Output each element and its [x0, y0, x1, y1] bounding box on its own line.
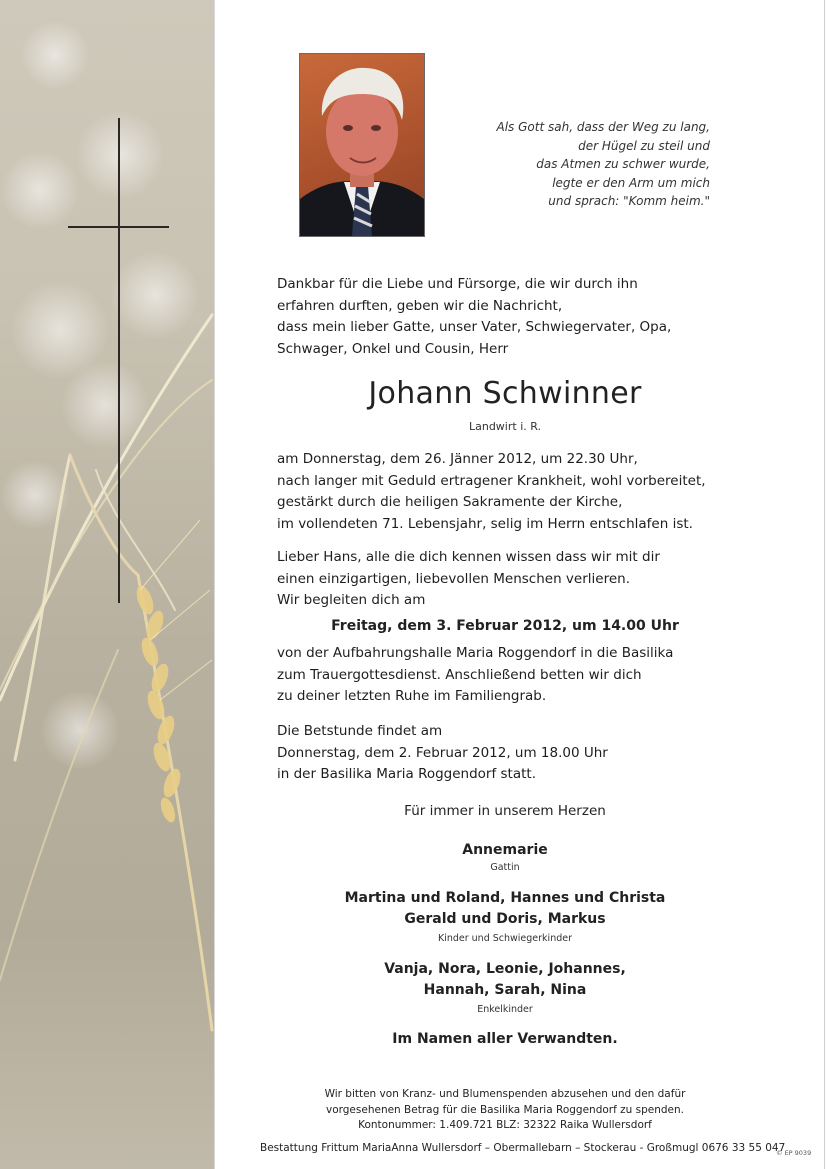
farewell-line: Lieber Hans, alle die dich kennen wissen dass wir mit dir	[277, 549, 660, 565]
relatives-line: Im Namen aller Verwandten.	[392, 1031, 618, 1047]
portrait-photo	[299, 53, 425, 237]
page-divider	[214, 0, 215, 1169]
funeral-date: Freitag, dem 3. Februar 2012, um 14.00 Uhr	[331, 618, 679, 634]
prayer-line: Die Betstunde findet am	[277, 723, 443, 739]
death-notice-line: gestärkt durch die heiligen Sakramente der Kirche,	[277, 494, 623, 510]
funeral-details	[277, 643, 673, 708]
farewell-line: Wir begleiten dich am	[277, 592, 426, 608]
wheat-ear-decoration	[0, 0, 214, 1169]
poem-line: legte er den Arm um mich	[552, 175, 710, 190]
donation-line: Kontonummer: 1.409.721 BLZ: 32322 Raika Wullersdorf	[358, 1119, 652, 1131]
farewell-line: einen einzigartigen, liebevollen Menschen verlieren.	[277, 570, 630, 587]
spouse-role: Gattin	[490, 862, 520, 873]
portrait-icon	[300, 54, 424, 236]
intro-text	[277, 274, 671, 360]
children-line-1: Martina und Roland, Hannes und Christa	[344, 890, 666, 906]
deceased-title: Landwirt i. R.	[468, 420, 541, 433]
spouse-name: Annemarie	[462, 842, 548, 858]
death-notice-line: am Donnerstag, dem 26. Jänner 2012, um 22.30 Uhr,	[277, 451, 638, 467]
funeral-details-line: zum Trauergottesdienst. Anschließend betten wir dich	[277, 666, 642, 683]
death-notice	[277, 449, 706, 535]
page-right-edge	[824, 0, 825, 1169]
death-notice-line: nach langer mit Geduld ertragener Krankheit, wohl vorbereitet,	[277, 472, 706, 489]
donation-line: Wir bitten von Kranz- und Blumenspenden abzusehen und den dafür	[324, 1088, 686, 1100]
undertaker-line: Bestattung Frittum MariaAnna Wullersdorf – Obermallebarn – Stockerau - Großmugl 0676 33 55 047	[260, 1142, 786, 1154]
grandchildren-line-2: Hannah, Sarah, Nina	[423, 982, 587, 998]
poem-line: das Atmen zu schwer wurde,	[536, 157, 710, 171]
poem-line: Als Gott sah, dass der Weg zu lang,	[496, 120, 710, 134]
funeral-details-line: von der Aufbahrungshalle Maria Roggendorf in die Basilika	[277, 645, 674, 661]
intro-line: Schwager, Onkel und Cousin, Herr	[277, 340, 509, 357]
grandchildren-line-1: Vanja, Nora, Leonie, Johannes,	[384, 961, 626, 977]
donation-line: vorgesehenen Betrag für die Basilika Maria Roggendorf zu spenden.	[326, 1103, 684, 1116]
decorative-sidebar	[0, 0, 214, 1169]
intro-line: dass mein lieber Gatte, unser Vater, Schwiegervater, Opa,	[277, 319, 672, 335]
prayer-text	[277, 721, 608, 786]
donation-note	[260, 1087, 750, 1134]
funeral-details-line: zu deiner letzten Ruhe im Familiengrab.	[277, 688, 547, 704]
poem-line: der Hügel zu steil und	[578, 138, 710, 153]
intro-line: Dankbar für die Liebe und Fürsorge, die wir durch ihn	[277, 276, 638, 292]
death-notice-line: im vollendeten 71. Lebensjahr, selig im Herrn entschlafen ist.	[277, 515, 693, 532]
intro-line: erfahren durften, geben wir die Nachricht,	[277, 297, 563, 314]
cross-icon	[118, 118, 120, 603]
children-role: Kinder und Schwiegerkinder	[437, 933, 573, 944]
prayer-line: in der Basilika Maria Roggendorf statt.	[277, 766, 536, 782]
document-code: © EP 9039	[776, 1149, 812, 1157]
poem-line: und sprach: "Komm heim."	[548, 194, 710, 208]
closing-line: Für immer in unserem Herzen	[404, 803, 606, 819]
farewell-text	[277, 547, 660, 612]
deceased-name: Johann Schwinner	[368, 376, 642, 411]
children-line-2: Gerald und Doris, Markus	[404, 911, 606, 927]
prayer-line: Donnerstag, dem 2. Februar 2012, um 18.00 Uhr	[277, 744, 608, 761]
poem	[470, 118, 710, 211]
grandchildren-role: Enkelkinder	[477, 1004, 533, 1015]
cross-icon-bar	[68, 226, 169, 228]
